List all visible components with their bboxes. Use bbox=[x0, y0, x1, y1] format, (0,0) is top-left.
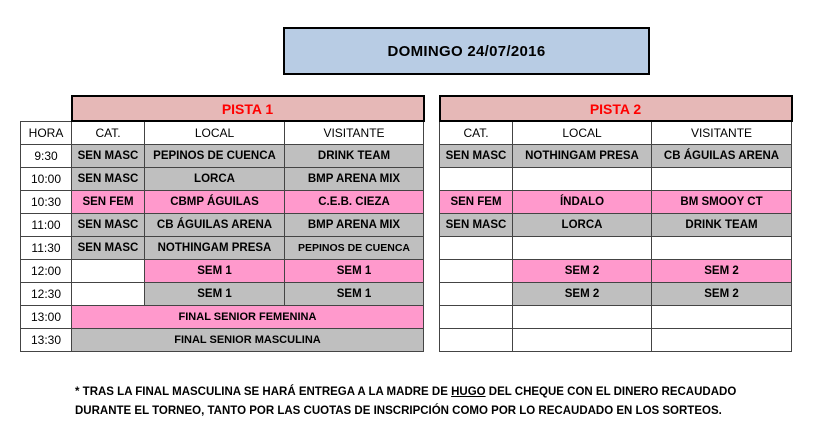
hora-header: HORA bbox=[21, 121, 72, 144]
p2-visitante-cell: CB ÁGUILAS ARENA bbox=[652, 144, 792, 167]
p1-visitante-cell: BMP ARENA MIX bbox=[285, 167, 424, 190]
p1-cat-cell: SEN MASC bbox=[72, 236, 145, 259]
footnote-name: HUGO bbox=[451, 386, 486, 398]
p2-visitante-cell bbox=[652, 167, 792, 190]
p2-local-cell bbox=[513, 305, 652, 328]
gap-cell bbox=[424, 328, 440, 351]
p2-local-cell: SEM 2 bbox=[513, 282, 652, 305]
p1-cat-cell bbox=[72, 282, 145, 305]
page-title: DOMINGO 24/07/2016 bbox=[283, 27, 650, 75]
p2-local-cell: SEM 2 bbox=[513, 259, 652, 282]
p2-local-cell bbox=[513, 236, 652, 259]
p2-cat-cell bbox=[440, 259, 513, 282]
p2-local-header: LOCAL bbox=[513, 121, 652, 144]
p2-local-cell: LORCA bbox=[513, 213, 652, 236]
p2-visitante-cell bbox=[652, 236, 792, 259]
final-femenina-cell: FINAL SENIOR FEMENINA bbox=[72, 305, 424, 328]
corner-cell bbox=[21, 96, 72, 121]
p1-cat-cell: SEN MASC bbox=[72, 167, 145, 190]
p2-local-cell bbox=[513, 167, 652, 190]
p1-cat-cell: SEN MASC bbox=[72, 213, 145, 236]
p2-visitante-cell: SEM 2 bbox=[652, 282, 792, 305]
p1-cat-cell bbox=[72, 259, 145, 282]
p2-visitante-cell: SEM 2 bbox=[652, 259, 792, 282]
gap-cell bbox=[424, 259, 440, 282]
hora-cell: 10:00 bbox=[21, 167, 72, 190]
p2-cat-cell bbox=[440, 167, 513, 190]
gap-cell bbox=[424, 305, 440, 328]
table-row bbox=[21, 259, 792, 282]
p1-visitante-cell: PEPINOS DE CUENCA bbox=[285, 236, 424, 259]
final-masculina-cell: FINAL SENIOR MASCULINA bbox=[72, 328, 424, 351]
p1-local-cell: SEM 1 bbox=[145, 259, 285, 282]
table-row bbox=[21, 167, 792, 190]
p2-cat-cell bbox=[440, 236, 513, 259]
hora-cell: 13:00 bbox=[21, 305, 72, 328]
p1-visitante-cell: SEM 1 bbox=[285, 259, 424, 282]
footnote bbox=[75, 383, 815, 421]
p2-cat-cell bbox=[440, 305, 513, 328]
hora-cell: 11:00 bbox=[21, 213, 72, 236]
hora-cell: 12:00 bbox=[21, 259, 72, 282]
schedule-table bbox=[20, 95, 793, 352]
p1-visitante-cell: SEM 1 bbox=[285, 282, 424, 305]
p1-local-header: LOCAL bbox=[145, 121, 285, 144]
footnote-text-2: DEL CHEQUE CON EL DINERO RECAUDADO bbox=[485, 386, 737, 398]
gap-cell bbox=[424, 167, 440, 190]
p2-cat-cell bbox=[440, 282, 513, 305]
table-row bbox=[21, 213, 792, 236]
gap-cell bbox=[424, 213, 440, 236]
p1-local-cell: PEPINOS DE CUENCA bbox=[145, 144, 285, 167]
gap-cell bbox=[424, 121, 440, 144]
p2-local-cell bbox=[513, 328, 652, 351]
p2-local-cell: ÍNDALO bbox=[513, 190, 652, 213]
p1-visitante-cell: BMP ARENA MIX bbox=[285, 213, 424, 236]
gap-cell bbox=[424, 144, 440, 167]
table-row bbox=[21, 282, 792, 305]
p2-local-cell: NOTHINGAM PRESA bbox=[513, 144, 652, 167]
hora-cell: 9:30 bbox=[21, 144, 72, 167]
p1-cat-header: CAT. bbox=[72, 121, 145, 144]
p2-cat-cell: SEN FEM bbox=[440, 190, 513, 213]
p2-visitante-cell: BM SMOOY CT bbox=[652, 190, 792, 213]
p1-visitante-header: VISITANTE bbox=[285, 121, 424, 144]
p2-visitante-header: VISITANTE bbox=[652, 121, 792, 144]
pista-2-header: PISTA 2 bbox=[440, 96, 792, 121]
table-row bbox=[21, 236, 792, 259]
p1-cat-cell: SEN MASC bbox=[72, 144, 145, 167]
gap-cell bbox=[424, 236, 440, 259]
gap-cell bbox=[424, 190, 440, 213]
p1-local-cell: CBMP ÁGUILAS bbox=[145, 190, 285, 213]
table-row bbox=[21, 305, 792, 328]
table-row bbox=[21, 144, 792, 167]
hora-cell: 10:30 bbox=[21, 190, 72, 213]
p1-visitante-cell: C.E.B. CIEZA bbox=[285, 190, 424, 213]
p1-local-cell: CB ÁGUILAS ARENA bbox=[145, 213, 285, 236]
gap-cell bbox=[424, 282, 440, 305]
hora-cell: 12:30 bbox=[21, 282, 72, 305]
footnote-text-3: DURANTE EL TORNEO, TANTO POR LAS CUOTAS DE INSCRIPCIÓN COMO POR LO RECAUDADO EN LOS SORTEOS. bbox=[75, 405, 722, 417]
p2-visitante-cell bbox=[652, 328, 792, 351]
hora-cell: 13:30 bbox=[21, 328, 72, 351]
p2-cat-header: CAT. bbox=[440, 121, 513, 144]
table-row bbox=[21, 328, 792, 351]
p1-local-cell: LORCA bbox=[145, 167, 285, 190]
p2-cat-cell: SEN MASC bbox=[440, 144, 513, 167]
p2-visitante-cell: DRINK TEAM bbox=[652, 213, 792, 236]
p1-visitante-cell: DRINK TEAM bbox=[285, 144, 424, 167]
table-row bbox=[21, 190, 792, 213]
p1-local-cell: NOTHINGAM PRESA bbox=[145, 236, 285, 259]
p2-cat-cell bbox=[440, 328, 513, 351]
p1-local-cell: SEM 1 bbox=[145, 282, 285, 305]
p2-visitante-cell bbox=[652, 305, 792, 328]
p2-cat-cell: SEN MASC bbox=[440, 213, 513, 236]
pista-1-header: PISTA 1 bbox=[72, 96, 424, 121]
footnote-text-1: * TRAS LA FINAL MASCULINA SE HARÁ ENTREGA A LA MADRE DE bbox=[75, 386, 452, 398]
hora-cell: 11:30 bbox=[21, 236, 72, 259]
gap-cell bbox=[424, 96, 440, 121]
p1-cat-cell: SEN FEM bbox=[72, 190, 145, 213]
